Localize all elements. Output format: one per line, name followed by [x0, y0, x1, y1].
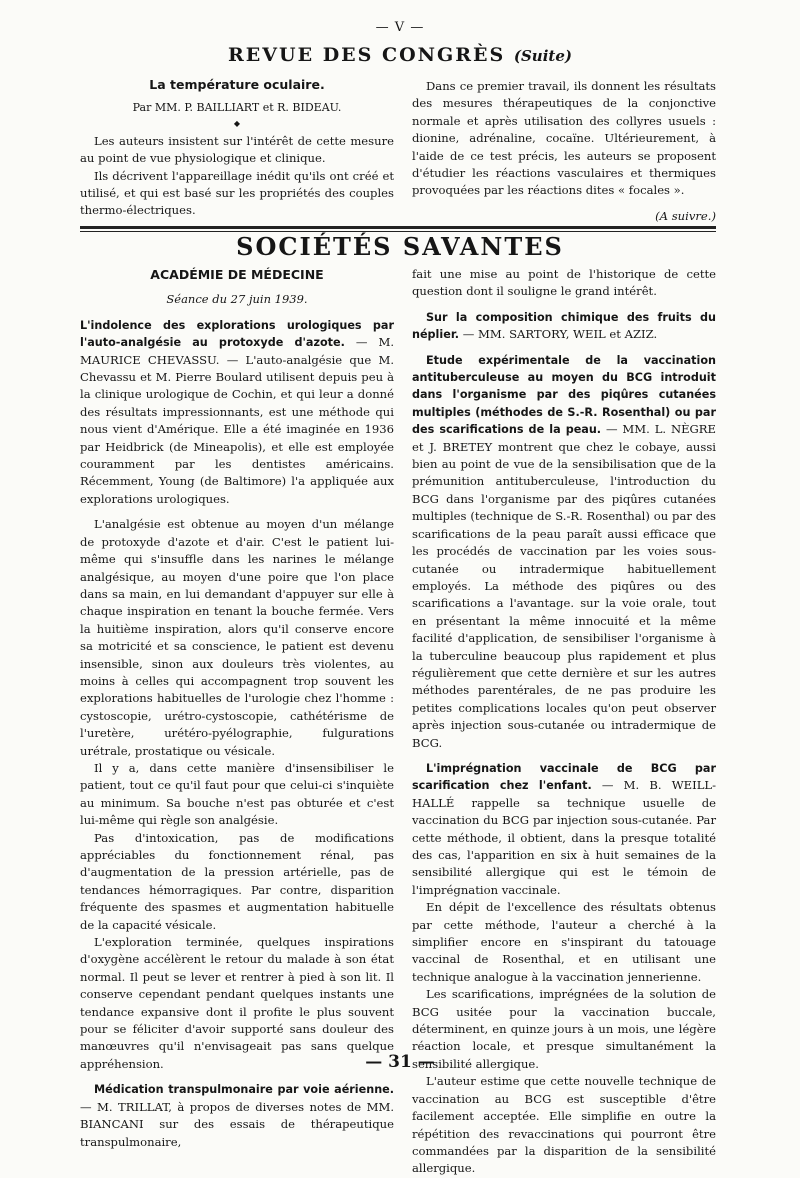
paragraph: — L'auto-analgésie que M. Chevassu et M. Pierre Boulard utilisent depuis peu à la clinique urologique de Cochin, et qui leur a donné des résultats impressionnants, est une méthode qui nous vient d'Amérique. Elle a été imaginée en 1936 par Heidbrick (de Mineapolis), et elle est employée couramment par les dentistes américains. Récemment, Young (de Baltimore) l'a appliquée aux explorations urologiques.: [80, 352, 395, 506]
article-title: Etude expérimentale de la vaccination antituberculeuse au moyen du BCG introduit dans l'organisme par des piqûres cutanées multiples (méthodes de S.-R. Rosenthal) ou par des scarifications de la peau.: [412, 353, 716, 437]
article-authors: Par MM. P. BAILLIART et R. BIDEAU.: [132, 101, 342, 115]
article-title-temperature: La température oculaire.: [149, 77, 325, 92]
paragraph: Ils décrivent l'appareillage inédit qu'ils ont créé et utilisé, et qui est basé sur les propriétés des couples thermo-électriques.: [80, 168, 394, 218]
article-authors: — M. MAURICE CHEVASSU.: [80, 335, 394, 367]
article-authors: — MM. SARTORY, WEIL et AZIZ.: [462, 327, 658, 342]
paragraph-continued: fait une mise au point de l'historique de cette question dont il souligne le grand intérêt.: [412, 267, 716, 299]
paragraph: Les scarifications, imprégnées de la solution de BCG usitée pour la vaccination buccale, déterminent, en quinze jours à un mois, une légère réaction locale, et presque simultanément la sensibilité allergique.: [412, 987, 716, 1071]
paragraph: — M. B. WEILL-HALLÉ rappelle sa technique usuelle de vaccination du BCG par injection sous-cutanée. Par cette méthode, il obtient, dans la presque totalité des cas, l'apparition en six à huit semaines de la sensibilité allergique qui est le témoin de l'imprégnation vaccinale.: [412, 778, 717, 897]
paragraph: — MM. L. NÈGRE et J. BRETEY montrent que chez le cobaye, aussi bien au point de vue de la sensibilisation que de la prémunition antituberculeuse, l'introduction du BCG dans l'organisme par des piqûres cutanées multiples (technique de S.-R. Rosenthal) ou par des scarifications de la peau paraît aussi efficace que les procédés de vaccination par les voies sous-cutanée ou intradermique habituellement employés. La méthode des piqûres ou des scarifications a l'avantage. sur la voie orale, tout en présentant la même innocuité et la même facilité d'application, de sensibiliser l'organisme à la tuberculine beaucoup plus rapidement et plus régulièrement que cette dernière et sur les autres méthodes parentérales, de ne pas produire les petites complications locales qu'on peut observer après injection sous-cutanée ou intradermique de BCG.: [412, 422, 716, 750]
paragraph: En dépit de l'excellence des résultats obtenus par cette méthode, l'auteur a cherché à la simplifier encore en s'inspirant du tatouage vaccinal de Rosenthal, et en utilisant une technique analogue à la vaccination jennerienne.: [412, 900, 716, 984]
page-roman-numeral: — V —: [375, 20, 425, 35]
article-title: L'indolence des explorations urologiques par l'auto-analgésie au protoxyde d'azote.: [80, 318, 394, 350]
paragraph: Pas d'intoxication, pas de modifications appréciables du fonctionnement rénal, pas d'augmentation de la pression artérielle, pas de tendances hémorragiques. Par contre, disparition fréquente des spasmes et augmentation habituelle de la capacité vésicale.: [80, 830, 394, 932]
article-chevassu: [80, 317, 394, 508]
divider-thick: [80, 226, 716, 229]
article-sartory: [412, 309, 716, 344]
paragraph: L'auteur estime que cette nouvelle technique de vaccination au BCG est susceptible d'être facilement acceptée. Elle simplifie en outre la répétition des revaccinations qui pourront être commandées par la disparition de la sensibilité allergique.: [412, 1074, 716, 1176]
revue-title-suffix: (Suite): [513, 47, 572, 65]
paragraph: Les auteurs insistent sur l'intérêt de cette mesure au point de vue physiologique et clinique.: [80, 133, 394, 166]
article-trillat: [80, 1081, 394, 1151]
section-title-societes: SOCIÉTÉS SAVANTES: [236, 232, 564, 261]
paragraph: L'exploration terminée, quelques inspirations d'oxygène accélèrent le retour du malade à son état normal. Il peut se lever et rentrer à pied à son lit. Il conserve cependant pendant quelques instants une tendance expansive dont il profite le plus souvent pour se féliciter d'avoir supporté sans douleur des manœuvres qu'il n'envisageait pas sans quelque appréhension.: [80, 935, 394, 1071]
diamond-ornament-icon: ◆: [233, 118, 241, 128]
article-title: L'imprégnation vaccinale de BCG par scarification chez l'enfant.: [412, 761, 716, 793]
paragraph: Dans ce premier travail, ils donnent les résultats des mesures thérapeutiques de la conjonctive normale et après utilisation des collyres usuels : dionine, adrénaline, cocaïne. Ultérieurement, à l'aide de ce test précis, les auteurs se proposent d'étudier les réactions vasculaires et thermiques provoquées par les réactions dites « focales ».: [412, 79, 716, 198]
paragraph: — M. TRILLAT, à propos de diverses notes de MM. BIANCANI sur des essais de thérapeutique transpulmonaire,: [80, 1099, 394, 1149]
paragraph: L'analgésie est obtenue au moyen d'un mélange de protoxyde d'azote et d'air. C'est le patient lui-même qui s'insuffle dans les narines le mélange analgésique, au moyen d'une poire que l'on place dans sa main, en lui demandant d'appuyer sur elle à chaque inspiration en tenant la bouche fermée. Vers la huitième inspiration, alors qu'il conserve encore sa motricité et sa conscience, le patient est devenu insensible, sinon aux douleurs très violentes, au moins à celles qui accompagnent trop souvent les explorations habituelles de l'urologie chez l'homme : cystoscopie, urétro-cystoscopie, cathétérisme de l'uretère, urétéro-pyélographie, fulgurations urétrale, prostatique ou vésicale.: [80, 517, 394, 758]
continued-note: (A suivre.): [655, 208, 716, 223]
paragraph: Il y a, dans cette manière d'insensibiliser le patient, tout ce qu'il faut pour que celui-ci s'inquiète au minimum. Sa bouche n'est pas obturée et c'est lui-même qui règle son analgésie.: [80, 760, 394, 828]
article-negre: [412, 352, 716, 752]
article-weill-halle: [412, 760, 716, 899]
top-left-column: [80, 76, 394, 220]
main-right-column: [412, 266, 716, 1178]
session-date: Séance du 27 juin 1939.: [166, 292, 308, 307]
revue-title-text: REVUE DES CONGRÈS: [228, 44, 506, 66]
academy-heading: ACADÉMIE DE MÉDECINE: [150, 267, 324, 282]
main-left-column: [80, 266, 394, 1151]
article-title: Sur la composition chimique des fruits du néplier.: [412, 310, 716, 342]
page-number: — 31 —: [365, 1052, 435, 1072]
article-title: Médication transpulmonaire par voie aérienne.: [94, 1083, 394, 1097]
top-right-column: [412, 78, 716, 225]
section-title-revue: [0, 44, 800, 66]
